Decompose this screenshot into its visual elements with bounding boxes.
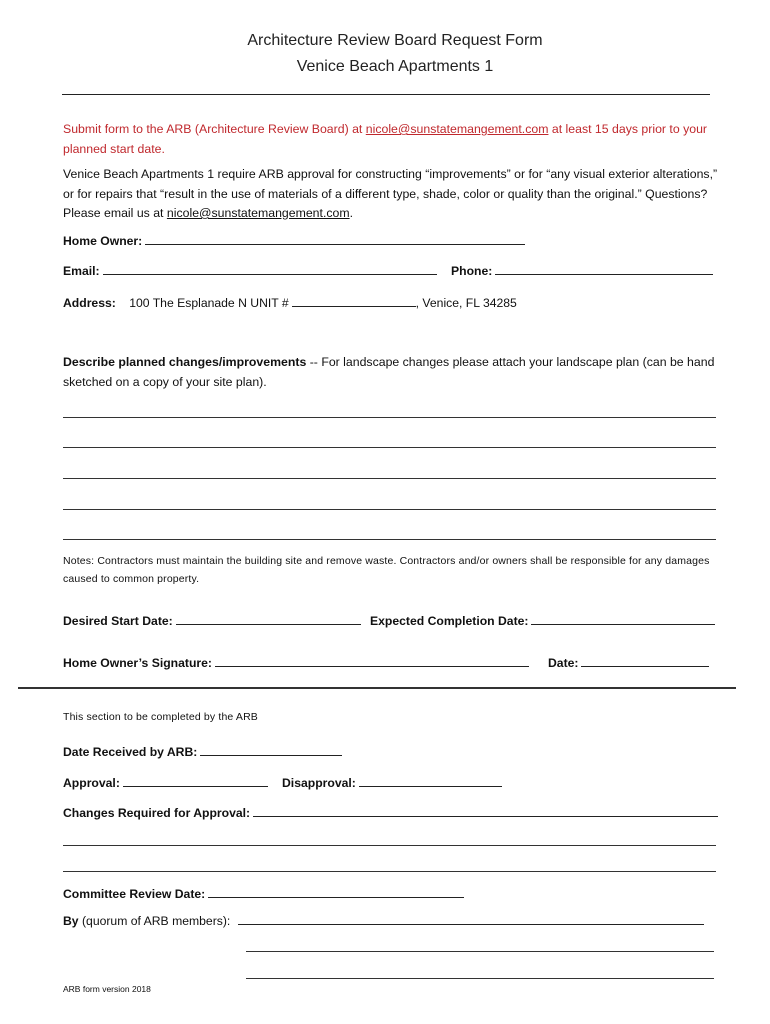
describe-label: Describe planned changes/improvements — [63, 355, 307, 369]
form-title: Architecture Review Board Request Form — [247, 32, 543, 49]
changes-required-row — [63, 804, 718, 820]
signature-date-label: Date: — [548, 656, 579, 670]
changes-required-field[interactable] — [253, 804, 718, 817]
home-owner-field[interactable] — [145, 232, 525, 245]
changes-line-2[interactable] — [63, 845, 716, 846]
start-date-row — [63, 612, 361, 628]
requirements-text-end: . — [349, 206, 354, 220]
description-line-3[interactable] — [63, 478, 716, 479]
phone-row — [451, 262, 713, 278]
start-date-field[interactable] — [176, 612, 361, 625]
committee-date-field[interactable] — [208, 885, 464, 898]
approval-field[interactable] — [123, 774, 268, 787]
address-city: , Venice, FL 34285 — [415, 296, 517, 310]
home-owner-row — [63, 232, 525, 248]
approval-row — [63, 774, 268, 790]
completion-date-field[interactable] — [531, 612, 715, 625]
approval-label: Approval: — [63, 776, 120, 790]
phone-field[interactable] — [495, 262, 713, 275]
describe-changes — [63, 353, 723, 392]
start-date-label: Desired Start Date: — [63, 614, 173, 628]
completion-date-label: Expected Completion Date: — [370, 614, 529, 628]
member-signature-line-2[interactable] — [246, 951, 714, 952]
signature-row — [63, 654, 529, 670]
requirements-text: Venice Beach Apartments 1 require ARB approval for constructing “improvements” or for “any visual exterior alterations,” or for repairs that “result in the use of materials of a different type, shade, color or quality than the original.” Questions? Please email us at — [63, 167, 718, 220]
submit-text-pre: Submit form to the ARB (Architecture Review Board) at — [63, 122, 366, 136]
disapproval-row — [282, 774, 502, 790]
arb-section-note: This section to be completed by the ARB — [63, 711, 258, 723]
changes-line-3[interactable] — [63, 871, 716, 872]
address-label: Address: — [63, 296, 116, 310]
date-received-row — [63, 743, 342, 759]
phone-label: Phone: — [451, 264, 493, 278]
committee-date-row — [63, 885, 464, 901]
arb-section-divider — [18, 687, 736, 689]
address-row — [63, 294, 517, 310]
description-line-1[interactable] — [63, 417, 716, 418]
describe-instructions: -- For landscape changes please attach your landscape plan (can be hand sketched on a copy of your site plan). — [63, 355, 715, 389]
member-signature-field-1[interactable] — [238, 912, 704, 925]
by-label: By — [63, 914, 79, 928]
signature-date-row — [548, 654, 709, 670]
completion-date-row — [370, 612, 715, 628]
email-label: Email: — [63, 264, 100, 278]
signature-field[interactable] — [215, 654, 529, 667]
address-street: 100 The Esplanade N UNIT # — [129, 296, 289, 310]
arb-email-link[interactable]: nicole@sunstatemangement.com — [365, 122, 549, 136]
email-row — [63, 262, 437, 278]
form-subtitle: Venice Beach Apartments 1 — [296, 58, 494, 75]
home-owner-label: Home Owner: — [63, 234, 143, 248]
header-divider — [62, 94, 710, 95]
signature-date-field[interactable] — [581, 654, 709, 667]
date-received-field[interactable] — [200, 743, 342, 756]
members-row — [63, 912, 704, 928]
quorum-label: (quorum of ARB members): — [78, 914, 231, 928]
description-line-2[interactable] — [63, 447, 716, 448]
description-line-5[interactable] — [63, 539, 716, 540]
form-version: ARB form version 2018 — [63, 984, 151, 994]
changes-required-label: Changes Required for Approval: — [63, 806, 251, 820]
approval-requirements — [63, 165, 723, 224]
description-line-4[interactable] — [63, 509, 716, 510]
signature-label: Home Owner’s Signature: — [63, 656, 212, 670]
unit-number-field[interactable] — [292, 294, 416, 307]
member-signature-line-3[interactable] — [246, 978, 714, 979]
disapproval-field[interactable] — [359, 774, 502, 787]
questions-email-link[interactable]: nicole@sunstatemangement.com — [166, 206, 350, 220]
email-field[interactable] — [103, 262, 437, 275]
submit-instructions — [63, 120, 723, 159]
date-received-label: Date Received by ARB: — [63, 745, 198, 759]
disapproval-label: Disapproval: — [282, 776, 356, 790]
committee-date-label: Committee Review Date: — [63, 887, 206, 901]
submit-text-post: at least 15 days prior to your planned start date. — [63, 122, 708, 156]
contractor-notes: Notes: Contractors must maintain the building site and remove waste. Contractors and/or owners shall be responsible for any damages caused to common property. — [63, 555, 710, 585]
